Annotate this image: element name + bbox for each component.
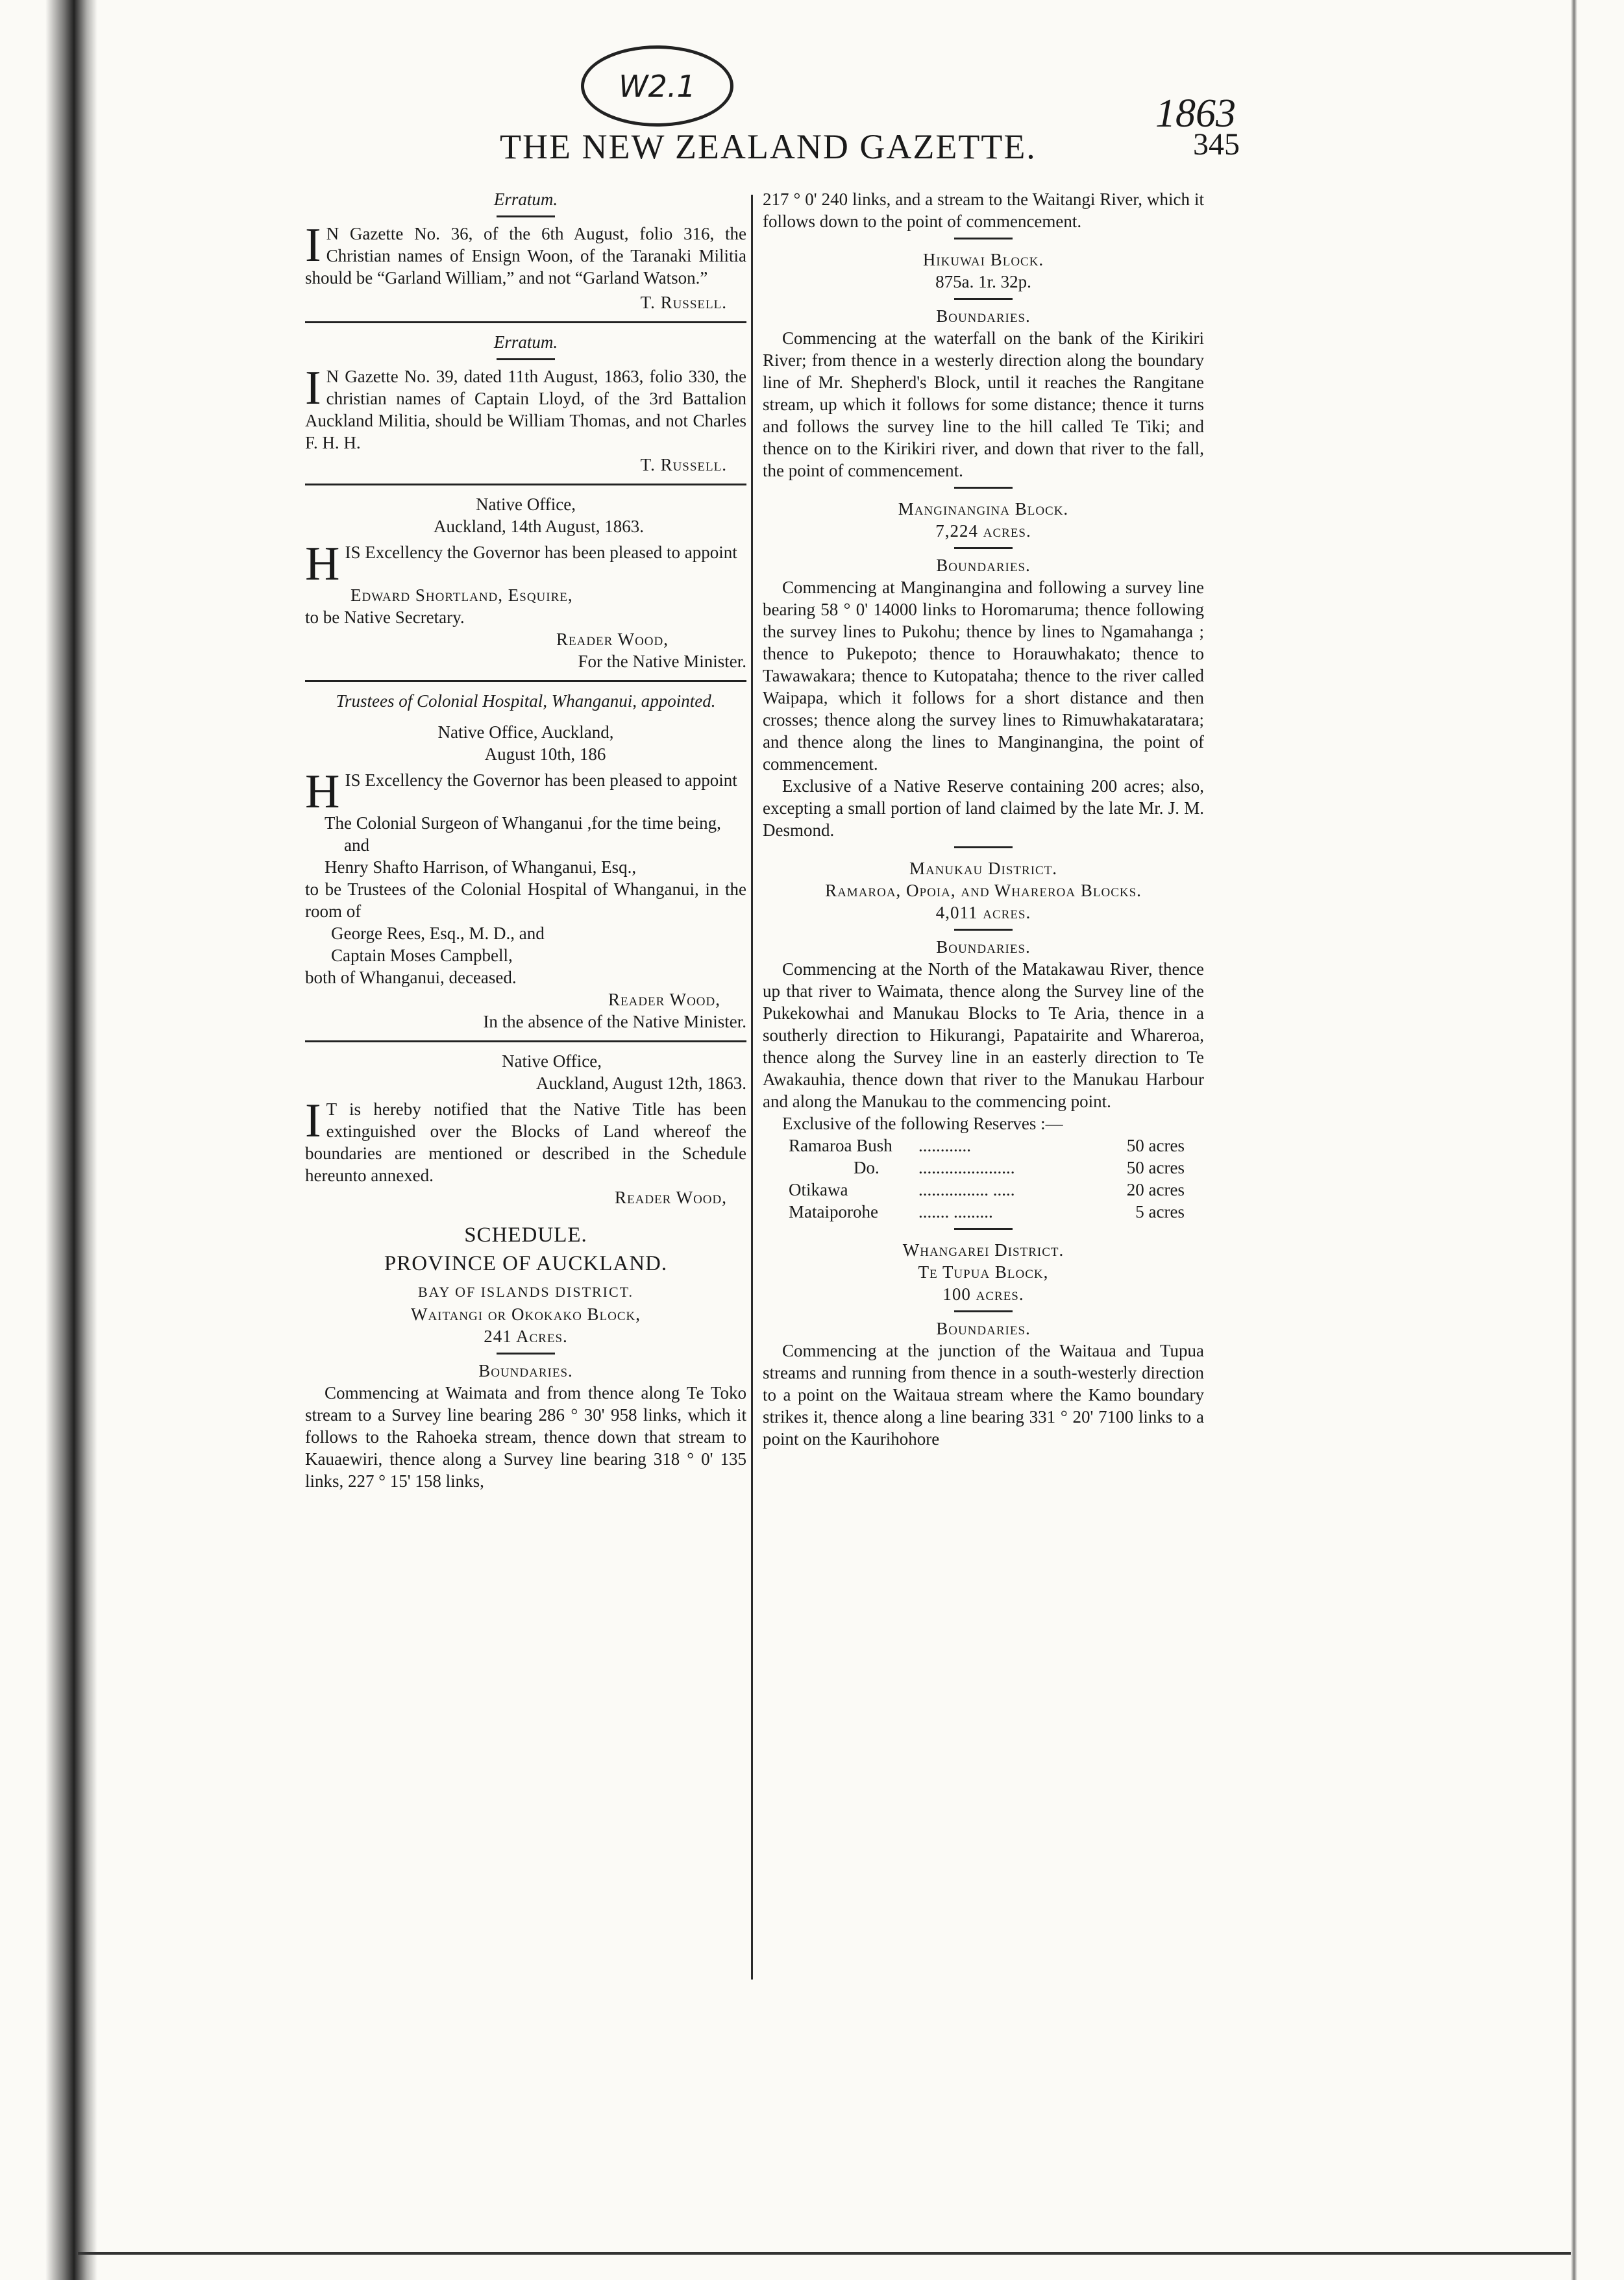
- signature: Reader Wood,: [615, 1188, 727, 1207]
- divider: [305, 321, 746, 323]
- signature-capacity: In the absence of the Native Minister.: [483, 1012, 746, 1031]
- page-right-edge: [1571, 0, 1577, 2280]
- schedule: [305, 1224, 746, 1492]
- native-secretary-notice: [305, 493, 746, 672]
- province-heading: PROVINCE OF AUCKLAND.: [384, 1252, 668, 1275]
- page-number: 345: [1193, 127, 1240, 162]
- divider: [954, 238, 1013, 239]
- leader-dots: ....... .........: [918, 1202, 993, 1221]
- reserve-row: [789, 1179, 1204, 1201]
- divider: [954, 1310, 1013, 1312]
- divider: [954, 487, 1013, 489]
- block-area: 100 acres.: [942, 1284, 1024, 1304]
- boundaries-text: Commencing at the waterfall on the bank of the Kirikiri River; from thence in a westerly direction along the boundary line of Mr. Shepherd's Block, until it reaches the Rangitane stream, up which it follows for some distance; thence it turns and follows the survey line to the hill called Te Tiki; and thence on to the Kirikiri river, and down that river to the fall, the point of commencement.: [763, 328, 1204, 480]
- reserve-name: Do.: [854, 1158, 880, 1177]
- district-heading: Manukau District.: [909, 859, 1058, 878]
- manginangina-block: [763, 498, 1204, 841]
- divider: [954, 929, 1013, 931]
- schedule-heading: SCHEDULE.: [464, 1223, 587, 1247]
- boundaries-text: Commencing at the North of the Matakawau River, thence up that river to Waimata, thence along the Survey line of the Pukekowhai and Manukau Blocks to Te Aria, thence in a southerly direction to Hikurangi, Papatairite and Whareroa, thence along the Survey line in an easterly direction to Te Awakauhia, thence down that river to the Manukau Harbour and along the Manukau to the commencing point.: [763, 959, 1204, 1111]
- office-line: Native Office, Auckland,: [437, 722, 614, 742]
- leader-dots: ......................: [918, 1158, 1015, 1177]
- block-area: 7,224 acres.: [935, 521, 1031, 541]
- office-line: Native Office,: [502, 1051, 602, 1071]
- appointee: Edward Shortland, Esquire,: [351, 585, 573, 605]
- gazette-title: THE NEW ZEALAND GAZETTE.: [500, 127, 1037, 166]
- column-divider: [751, 195, 753, 1980]
- archive-stamp: [581, 45, 733, 127]
- erratum-notice-2: [305, 331, 746, 476]
- continuation-text: 217 ° 0' 240 links, and a stream to the Waitangi River, which it follows down to the point of commencement.: [763, 190, 1204, 231]
- signature: T. Russell.: [640, 293, 727, 312]
- page-binding-edge: [45, 0, 97, 2280]
- page-bottom-edge: [78, 2252, 1571, 2255]
- right-column: [763, 188, 1204, 1453]
- boundaries-heading: Boundaries.: [478, 1361, 573, 1380]
- boundaries-heading: Boundaries.: [936, 556, 1031, 575]
- boundaries-text: Commencing at Manginangina and following a survey line bearing 58 ° 0' 14000 links to Horomaruma; thence following the survey lines to Pukohu; thence by lines to Ngamahanga ; thence to Pukepoto; thence to Horauwhakato; thence to Tawawakara; thence to Kutopataha; thence to the river called Waipapa, which it follows for a short distance and then crosses; thence along the survey lines to Rimuwhakataratara; and thence along the lines to Manginangina, the point of commencement.: [763, 578, 1204, 774]
- reserve-acres: 5 acres: [1135, 1202, 1185, 1221]
- reserve-row: [789, 1157, 1204, 1179]
- block-name: Waitangi or Okokako Block,: [410, 1305, 641, 1324]
- stamp-text: W2.1: [619, 68, 696, 104]
- reserve-row: [789, 1134, 1204, 1157]
- native-title-notice: [305, 1050, 746, 1208]
- district-heading: Whangarei District.: [902, 1240, 1064, 1260]
- divider: [954, 547, 1013, 549]
- notice-text: IS Excellency the Governor has been pleased to appoint: [345, 770, 737, 790]
- erratum-notice-1: [305, 188, 746, 313]
- erratum-body: [305, 362, 746, 454]
- reserve-name: Mataiporohe: [789, 1202, 878, 1221]
- appointee-line: The Colonial Surgeon of Whanganui ,for the time being, and: [325, 813, 721, 855]
- date-line: Auckland, August 12th, 1863.: [536, 1073, 746, 1093]
- block-name: Te Tupua Block,: [918, 1262, 1049, 1282]
- block-name: Hikuwai Block.: [922, 250, 1044, 269]
- date-line: August 10th, 186: [484, 744, 606, 764]
- notice-body: [305, 537, 746, 591]
- role-line: to be Native Secretary.: [305, 607, 465, 627]
- divider: [954, 1228, 1013, 1230]
- former-note: both of Whanganui, deceased.: [305, 968, 517, 987]
- drop-cap: I: [305, 219, 321, 272]
- handwritten-year: 1863: [1155, 92, 1236, 136]
- hikuwai-block: [763, 249, 1204, 482]
- role-line: to be Trustees of the Colonial Hospital of Whanganui, in the room of: [305, 879, 746, 921]
- erratum-text: N Gazette No. 39, dated 11th August, 1863, folio 330, the christian names of Captain Lloyd, of the 3rd Battalion Auckland Militia, should be William Thomas, and not Charles F. H. H.: [305, 367, 746, 452]
- erratum-body: [305, 219, 746, 289]
- signature: T. Russell.: [640, 455, 727, 474]
- district-heading: BAY OF ISLANDS DISTRICT.: [417, 1284, 634, 1300]
- whangarei-district: [763, 1239, 1204, 1450]
- notice-body: [305, 1094, 746, 1186]
- divider: [954, 846, 1013, 848]
- erratum-text: N Gazette No. 36, of the 6th August, folio 316, the Christian names of Ensign Woon, of the Taranaki Militia should be “Garland William,” and not “Garland Watson.”: [305, 224, 746, 288]
- signature: Reader Wood,: [556, 630, 669, 649]
- former-trustee: George Rees, Esq., M. D., and: [331, 924, 545, 943]
- block-name: Manginangina Block.: [898, 499, 1069, 519]
- reserve-row: [789, 1201, 1204, 1223]
- reserve-name: Ramaroa Bush: [789, 1136, 892, 1155]
- boundaries-text: Commencing at Waimata and from thence along Te Toko stream to a Survey line bearing 286 ° 30' 958 links, which it follows to the Rahoeka stream, thence down that stream to Kauaewiri, thence along a Survey line bearing 318 ° 0' 135 links, 227 ° 15' 158 links,: [305, 1383, 746, 1491]
- divider: [497, 215, 555, 217]
- notice-heading: Trustees of Colonial Hospital, Whanganui, appointed.: [336, 691, 716, 711]
- reserves-intro: Exclusive of the following Reserves :—: [782, 1114, 1063, 1133]
- signature-capacity: For the Native Minister.: [578, 652, 746, 671]
- hospital-trustees-notice: [305, 690, 746, 1033]
- office-line: Native Office,: [476, 495, 576, 514]
- divider: [497, 358, 555, 360]
- boundaries-heading: Boundaries.: [936, 1319, 1031, 1338]
- notice-text: IS Excellency the Governor has been pleased to appoint: [345, 543, 737, 562]
- drop-cap: I: [305, 1094, 321, 1147]
- drop-cap: H: [305, 537, 340, 591]
- leader-dots: ............: [918, 1136, 971, 1155]
- leader-dots: ................ .....: [918, 1180, 1015, 1199]
- divider: [305, 484, 746, 485]
- date-line: Auckland, 14th August, 1863.: [434, 517, 644, 536]
- boundaries-heading: Boundaries.: [936, 306, 1031, 326]
- former-trustee: Captain Moses Campbell,: [331, 946, 513, 965]
- appointee-line: Henry Shafto Harrison, of Whanganui, Esq.,: [325, 857, 637, 877]
- drop-cap: H: [305, 765, 340, 818]
- boundaries-heading: Boundaries.: [936, 937, 1031, 957]
- block-area: 4,011 acres.: [935, 903, 1031, 922]
- erratum-heading: Erratum.: [493, 190, 558, 209]
- masthead: [305, 127, 1240, 178]
- divider: [497, 1353, 555, 1355]
- boundaries-text: Commencing at the junction of the Waitaua and Tupua streams and running from thence in a south-westerly direction to a point on the Waitaua stream where the Kamo boundary strikes it, thence along a line bearing 331 ° 20' 7100 links to a point on the Kaurihohore: [763, 1341, 1204, 1449]
- block-area: 875a. 1r. 32p.: [935, 272, 1031, 291]
- erratum-heading: Erratum.: [493, 332, 558, 352]
- reserve-name: Otikawa: [789, 1180, 848, 1199]
- divider: [305, 1040, 746, 1042]
- reserve-acres: 50 acres: [1126, 1136, 1185, 1155]
- reserve-acres: 20 acres: [1126, 1180, 1185, 1199]
- left-column: [305, 188, 746, 1495]
- divider: [305, 680, 746, 682]
- manukau-district: [763, 857, 1204, 1223]
- block-names: Ramaroa, Opoia, and Whareroa Blocks.: [825, 881, 1142, 900]
- notice-body: [305, 765, 746, 818]
- drop-cap: I: [305, 362, 321, 415]
- block-area: 241 Acres.: [484, 1327, 568, 1346]
- reserves-list: [763, 1134, 1204, 1223]
- reserve-acres: 50 acres: [1126, 1158, 1185, 1177]
- exclusion-text: Exclusive of a Native Reserve containing 200 acres; also, excepting a small portion of land claimed by the late Mr. J. M. Desmond.: [763, 776, 1204, 840]
- divider: [954, 298, 1013, 300]
- notice-text: T is hereby notified that the Native Title has been extinguished over the Blocks of Land whereof the boundaries are mentioned or described in the Schedule hereunto annexed.: [305, 1099, 746, 1185]
- signature: Reader Wood,: [608, 990, 720, 1009]
